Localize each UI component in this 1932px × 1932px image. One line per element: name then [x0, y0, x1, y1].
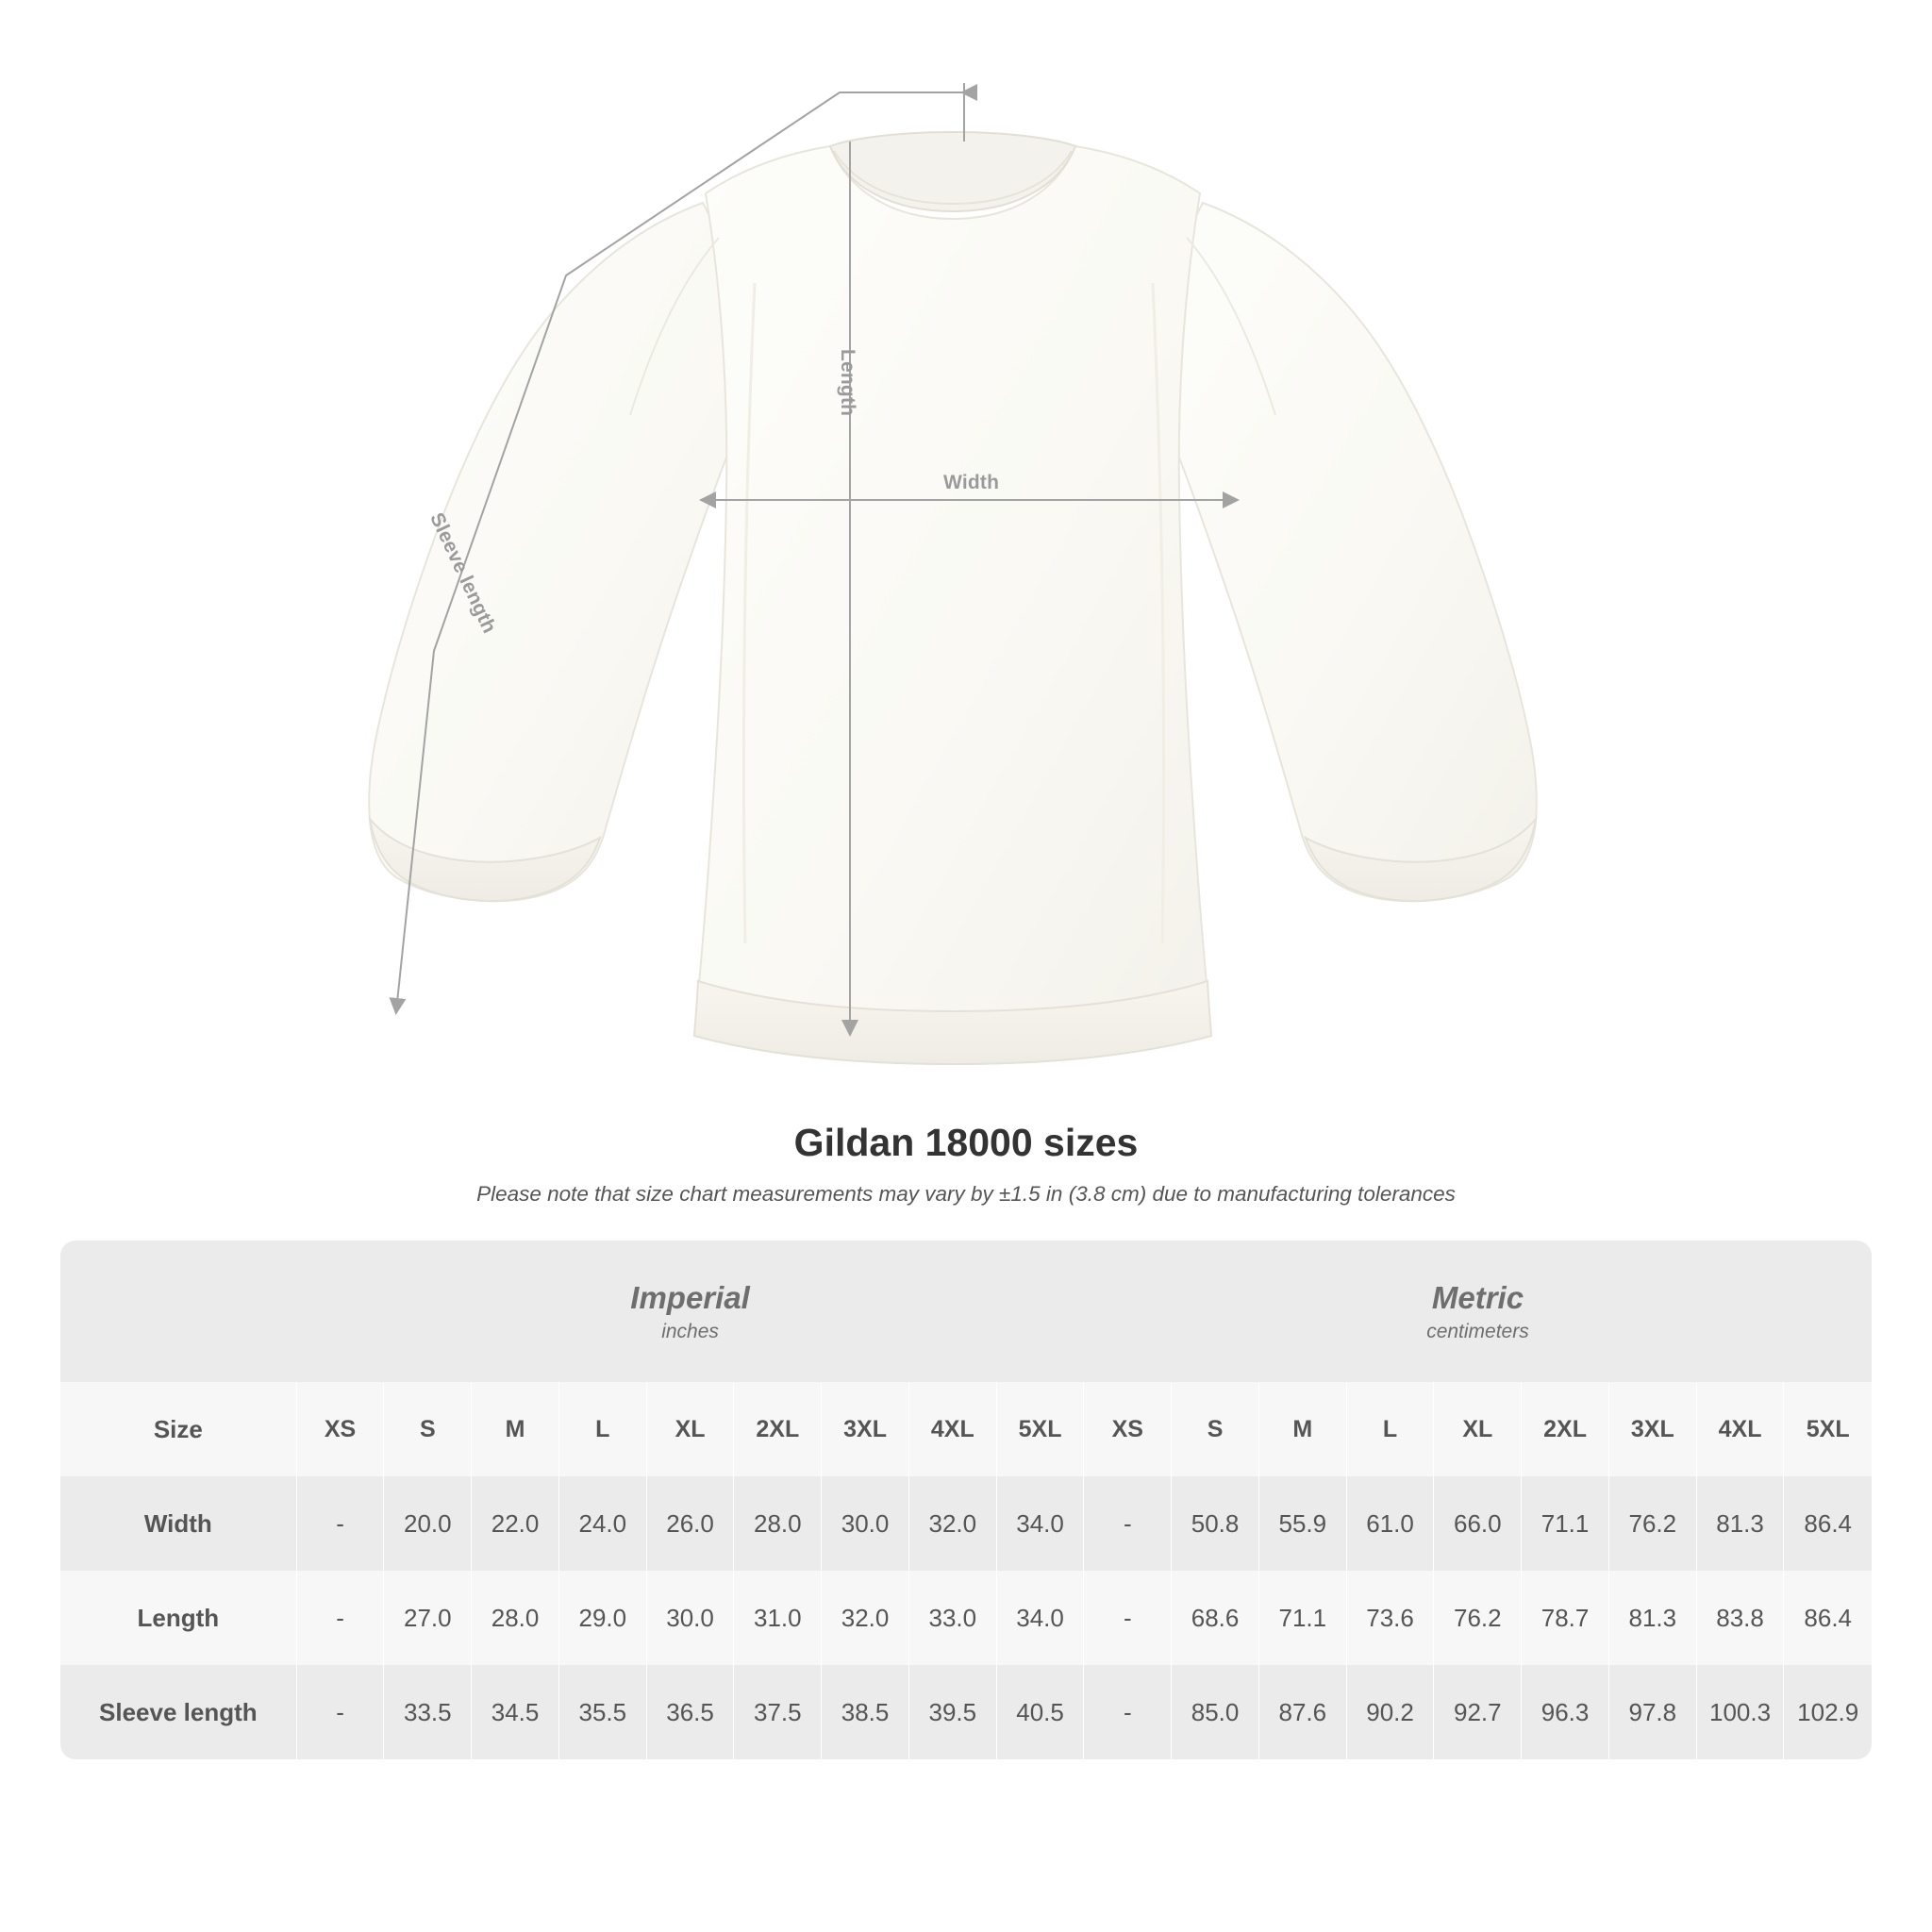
unit-header-row — [60, 1241, 1872, 1382]
cell-width-imp-2xl: 28.0 — [734, 1476, 822, 1571]
cell-length-imp-3xl: 32.0 — [822, 1571, 909, 1665]
table-row — [60, 1571, 1872, 1665]
cell-length-met-3xl: 81.3 — [1608, 1571, 1696, 1665]
size-col-imp-s: S — [384, 1382, 472, 1476]
cell-width-imp-s: 20.0 — [384, 1476, 472, 1571]
cell-sleeve-imp-l: 35.5 — [558, 1665, 646, 1759]
size-col-met-3xl: 3XL — [1608, 1382, 1696, 1476]
cell-length-imp-xl: 30.0 — [646, 1571, 734, 1665]
page-title: Gildan 18000 sizes — [793, 1121, 1139, 1164]
cell-width-imp-m: 22.0 — [472, 1476, 559, 1571]
cell-sleeve-met-4xl: 100.3 — [1696, 1665, 1784, 1759]
size-table-wrapper — [60, 1241, 1872, 1759]
size-col-imp-xs: XS — [296, 1382, 384, 1476]
cell-width-imp-xl: 26.0 — [646, 1476, 734, 1571]
cell-length-met-4xl: 83.8 — [1696, 1571, 1784, 1665]
unit-title-metric: Metric — [1431, 1280, 1524, 1316]
cell-sleeve-met-xl: 92.7 — [1434, 1665, 1522, 1759]
cell-length-met-xs: - — [1084, 1571, 1172, 1665]
cell-sleeve-met-3xl: 97.8 — [1608, 1665, 1696, 1759]
cell-sleeve-met-5xl: 102.9 — [1784, 1665, 1872, 1759]
cell-sleeve-imp-4xl: 39.5 — [908, 1665, 996, 1759]
unit-header-metric — [1084, 1241, 1872, 1382]
sweatshirt-shape — [369, 132, 1536, 1064]
cell-width-imp-5xl: 34.0 — [996, 1476, 1084, 1571]
cell-length-imp-l: 29.0 — [558, 1571, 646, 1665]
cell-sleeve-imp-3xl: 38.5 — [822, 1665, 909, 1759]
cell-length-met-5xl: 86.4 — [1784, 1571, 1872, 1665]
cell-width-met-s: 50.8 — [1172, 1476, 1259, 1571]
size-table — [60, 1241, 1872, 1759]
tolerance-note: Please note that size chart measurements may vary by ±1.5 in (3.8 cm) due to manufacturing tolerances — [476, 1182, 1456, 1206]
size-col-met-4xl: 4XL — [1696, 1382, 1784, 1476]
cell-sleeve-met-m: 87.6 — [1258, 1665, 1346, 1759]
table-row — [60, 1665, 1872, 1759]
cell-sleeve-met-xs: - — [1084, 1665, 1172, 1759]
cell-width-imp-3xl: 30.0 — [822, 1476, 909, 1571]
cell-length-imp-xs: - — [296, 1571, 384, 1665]
cell-width-met-m: 55.9 — [1258, 1476, 1346, 1571]
cell-length-met-m: 71.1 — [1258, 1571, 1346, 1665]
size-col-imp-l: L — [558, 1382, 646, 1476]
cell-length-imp-2xl: 31.0 — [734, 1571, 822, 1665]
unit-title-imperial: Imperial — [630, 1280, 750, 1316]
table-row — [60, 1476, 1872, 1571]
size-header-row — [60, 1382, 1872, 1476]
cell-width-met-2xl: 71.1 — [1522, 1476, 1609, 1571]
cell-width-met-4xl: 81.3 — [1696, 1476, 1784, 1571]
size-col-imp-2xl: 2XL — [734, 1382, 822, 1476]
size-header-label: Size — [60, 1382, 296, 1476]
cell-width-met-xs: - — [1084, 1476, 1172, 1571]
cell-sleeve-imp-s: 33.5 — [384, 1665, 472, 1759]
unit-header-spacer — [60, 1241, 296, 1382]
unit-header-imperial — [296, 1241, 1084, 1382]
size-col-met-l: L — [1346, 1382, 1434, 1476]
cell-length-imp-5xl: 34.0 — [996, 1571, 1084, 1665]
cell-length-imp-m: 28.0 — [472, 1571, 559, 1665]
sleeve-length-dimension-label: Sleeve length — [425, 509, 501, 637]
size-col-met-xs: XS — [1084, 1382, 1172, 1476]
size-col-imp-5xl: 5XL — [996, 1382, 1084, 1476]
cell-length-imp-4xl: 33.0 — [908, 1571, 996, 1665]
cell-sleeve-imp-xs: - — [296, 1665, 384, 1759]
row-label-sleeve-length: Sleeve length — [60, 1665, 296, 1759]
size-col-imp-xl: XL — [646, 1382, 734, 1476]
cell-length-met-xl: 76.2 — [1434, 1571, 1522, 1665]
title-block — [0, 1121, 1932, 1207]
size-col-imp-4xl: 4XL — [908, 1382, 996, 1476]
cell-sleeve-imp-m: 34.5 — [472, 1665, 559, 1759]
cell-sleeve-imp-5xl: 40.5 — [996, 1665, 1084, 1759]
size-col-met-2xl: 2XL — [1522, 1382, 1609, 1476]
cell-sleeve-met-l: 90.2 — [1346, 1665, 1434, 1759]
size-col-met-xl: XL — [1434, 1382, 1522, 1476]
size-col-imp-m: M — [472, 1382, 559, 1476]
cell-width-met-5xl: 86.4 — [1784, 1476, 1872, 1571]
cell-length-met-2xl: 78.7 — [1522, 1571, 1609, 1665]
cell-width-imp-xs: - — [296, 1476, 384, 1571]
cell-width-met-3xl: 76.2 — [1608, 1476, 1696, 1571]
row-label-length: Length — [60, 1571, 296, 1665]
cell-sleeve-met-2xl: 96.3 — [1522, 1665, 1609, 1759]
size-col-met-s: S — [1172, 1382, 1259, 1476]
cell-width-imp-l: 24.0 — [558, 1476, 646, 1571]
size-col-imp-3xl: 3XL — [822, 1382, 909, 1476]
row-label-width: Width — [60, 1476, 296, 1571]
cell-sleeve-met-s: 85.0 — [1172, 1665, 1259, 1759]
cell-length-met-l: 73.6 — [1346, 1571, 1434, 1665]
length-dimension-label: Length — [837, 349, 858, 417]
cell-length-imp-s: 27.0 — [384, 1571, 472, 1665]
cell-width-imp-4xl: 32.0 — [908, 1476, 996, 1571]
size-col-met-m: M — [1258, 1382, 1346, 1476]
cell-width-met-l: 61.0 — [1346, 1476, 1434, 1571]
size-col-met-5xl: 5XL — [1784, 1382, 1872, 1476]
cell-length-met-s: 68.6 — [1172, 1571, 1259, 1665]
unit-sub-imperial: inches — [661, 1320, 719, 1342]
width-dimension-label: Width — [943, 472, 1000, 493]
cell-sleeve-imp-xl: 36.5 — [646, 1665, 734, 1759]
cell-sleeve-imp-2xl: 37.5 — [734, 1665, 822, 1759]
cell-width-met-xl: 66.0 — [1434, 1476, 1522, 1571]
unit-sub-metric: centimeters — [1426, 1320, 1529, 1342]
